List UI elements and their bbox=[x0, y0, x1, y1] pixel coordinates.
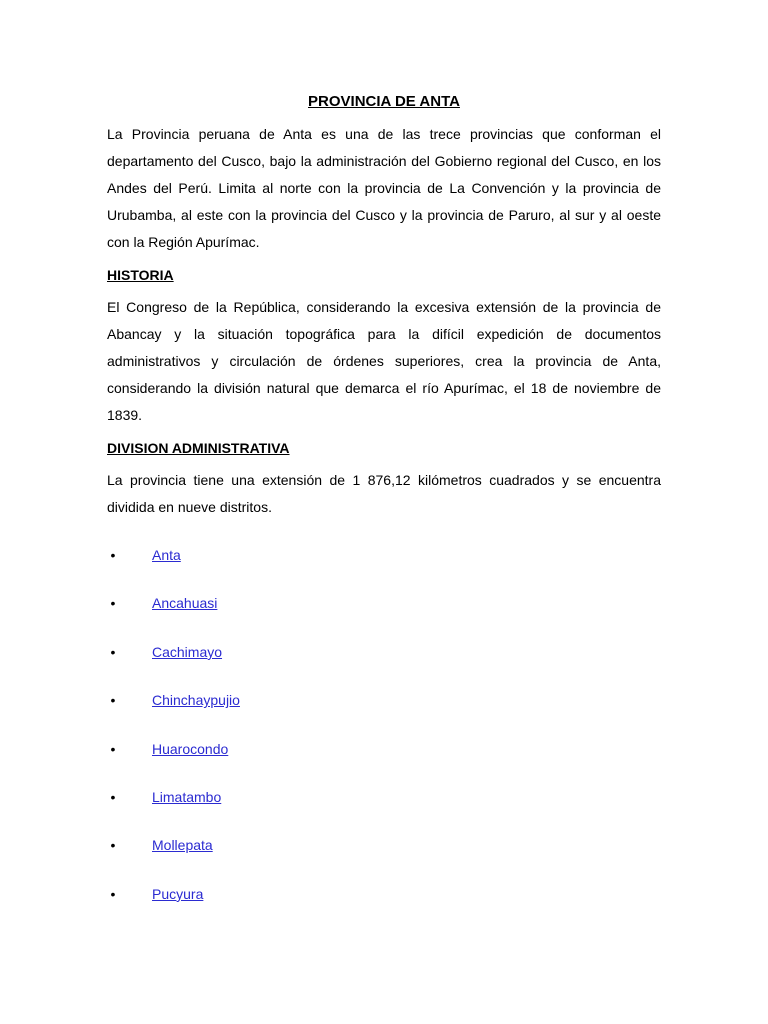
list-item bbox=[107, 545, 661, 593]
list-item bbox=[107, 642, 661, 690]
bullet-icon: • bbox=[110, 643, 116, 660]
list-item bbox=[107, 593, 661, 641]
bullet-icon: • bbox=[110, 547, 116, 563]
list-item bbox=[107, 739, 661, 787]
district-link-huarocondo[interactable]: Huarocondo bbox=[152, 740, 229, 757]
district-list bbox=[107, 545, 661, 932]
district-link-ancahuasi[interactable]: Ancahuasi bbox=[152, 595, 218, 612]
list-item bbox=[107, 787, 661, 835]
list-item bbox=[107, 690, 661, 738]
district-link-pucyura[interactable]: Pucyura bbox=[152, 885, 204, 902]
list-item bbox=[107, 835, 661, 883]
bullet-icon: • bbox=[110, 837, 116, 854]
district-link-anta[interactable]: Anta bbox=[152, 547, 181, 563]
bullet-icon: • bbox=[110, 788, 116, 805]
historia-heading: HISTORIA bbox=[107, 267, 174, 283]
division-paragraph: La provincia tiene una extensión de 1 876,12 kilómetros cuadrados y se encuentra dividida en nueve distritos. bbox=[107, 472, 661, 515]
bullet-icon: • bbox=[110, 740, 116, 757]
district-link-chinchaypujio[interactable]: Chinchaypujio bbox=[152, 692, 240, 709]
division-heading: DIVISION ADMINISTRATIVA bbox=[107, 440, 290, 456]
district-link-mollepata[interactable]: Mollepata bbox=[152, 837, 213, 854]
list-item bbox=[107, 884, 661, 932]
district-link-limatambo[interactable]: Limatambo bbox=[152, 788, 222, 805]
intro-paragraph: La Provincia peruana de Anta es una de las trece provincias que conforman el departamento del Cusco, bajo la administración del Gobierno regional del Cusco, en los Andes del Perú. Limita al norte con la provincia de La Convención y la provincia de Urubamba, al este con la provincia del Cusco y la provincia de Paruro, al sur y al oeste con la Región Apurímac. bbox=[107, 126, 661, 250]
district-link-cachimayo[interactable]: Cachimayo bbox=[152, 643, 223, 660]
document-page bbox=[107, 92, 661, 932]
page-title: PROVINCIA DE ANTA bbox=[308, 93, 460, 110]
historia-paragraph: El Congreso de la República, considerando la excesiva extensión de la provincia de Abancay y la situación topográfica para la difícil expedición de documentos administrativos y circulación de órdenes superiores, crea la provincia de Anta, considerando la división natural que demarca el río Apurímac, el 18 de noviembre de 1839. bbox=[107, 299, 661, 423]
bullet-icon: • bbox=[110, 885, 116, 902]
bullet-icon: • bbox=[110, 692, 116, 709]
bullet-icon: • bbox=[110, 595, 116, 612]
